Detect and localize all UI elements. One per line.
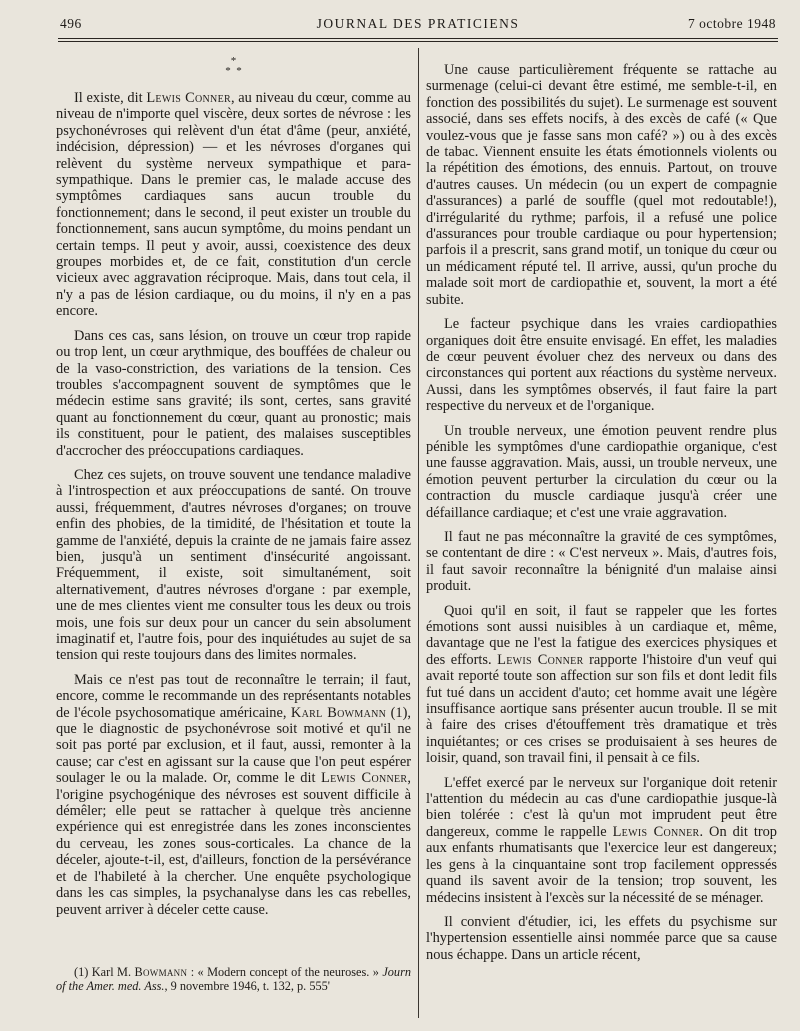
author-name: Lewis Conner <box>612 823 700 840</box>
paragraph: Dans ces cas, sans lésion, on trouve un cœur trop rapide ou trop lent, un cœur arythmique, des bouffées de chaleur ou de la vaso-constriction, des variations de la tension. Ces troubles s'accompagnent souvent de symptômes que le médecin estime sans gravité; ils sont, certes, sans gravité quant au fonctionnement du cœur, quant au pronostic; mais ils constituent, pour le patient, des malaises susceptibles d'accrocher des préoccupations cardiaques. <box>56 327 411 459</box>
right-column <box>426 62 777 1002</box>
text-run: rapporte l'histoire d'un veuf qui avait reporté toute son affection sur son fils et dont ledit fils fut tué dans un accident d'auto; cet homme avait une légère insuffisance aortique sans présenter aucun trouble. Il se mit à faire des crises d'étouffement très dramatique et très inquiétantes; or ces crises se produisaient à ses heures de loisir, quand, son travail fini, il pensait à ce fils. <box>426 651 777 767</box>
author-name: Karl Bowmann <box>290 704 387 721</box>
text-run: (1), que le diagnostic de psychonévrose soit motivé et qu'il ne soit pas porté par exclusion, et il faut, aussi, remonter à la cause; car c'est en agissant sur la cause que l'on peut espérer soulager le ou la malade. Or, comme le dit <box>56 704 411 787</box>
paragraph <box>56 90 411 320</box>
paragraph: Chez ces sujets, on trouve souvent une tendance maladive à l'introspection et aux préoccupations de santé. On trouve aussi, fréquemment, d'autres névroses d'organes; on trouve enfin des phobies, de la timidité, de l'hésitation et toute la gamme de l'anxiété, depuis la crainte de ne jamais faire assez bien, jusqu'à un sentiment d'insécurité angoissant. Fréquemment, il existe, soit simultanément, soit alternativement, d'autres névroses d'organe : par exemple, une de mes clientes vient me consulter tous les deux ou trois mois, une fois sur deux pour un cancer du sein absolument imaginatif et, l'autre fois, pour des inquiétudes au sujet de sa tension qui reste toujours dans des limites normales. <box>56 466 411 664</box>
author-name: Lewis Conner <box>497 651 584 668</box>
left-column <box>56 56 411 996</box>
text-run: (1) Karl M. <box>74 965 135 979</box>
text-run: , 9 novembre 1946, t. 132, p. 555' <box>164 979 330 994</box>
page-number: 496 <box>60 16 82 31</box>
footnote <box>56 965 411 993</box>
paragraph: Une cause particulièrement fréquente se rattache au surmenage (celui-ci devant être estimé, me semble-t-il, en fonction des possibilités du sujet). Le surmenage est souvent associé, dans ses effets nocifs, à des excès de café (« Que voulez-vous que je fasse sans mon café? ») ou à des excès de tabac. Viennent ensuite les états émotionnels violents ou la répétition des émotions, des ennuis. Partout, on trouve d'autres causes. Un médecin (ou un expert de compagnie d'assurances) a parlé de souffle (quel mot redoutable!), d'irrégularité du rythme; parfois, il a refusé une police d'assurances pour trouble cardiaque ou pour hypertension; parfois il a prescrit, sans grand motif, un tonique du cœur ou un médicament réputé tel. Il arrive, aussi, qu'un proche du malade soit mort de cardiopathie et, souvent, la mort a été subite. <box>426 62 777 308</box>
text-run: Quoi qu'il en soit, il faut se rappeler que les fortes émotions sont aussi nuisibles à un cardiaque et, même, davantage que ne l'est la fatigue des exercices physiques et des efforts. <box>426 602 777 668</box>
asterism-bottom-stars <box>56 66 411 76</box>
text-run: . On dit trop aux enfants rhumatisants que l'exercice leur est dangereux; les gens à la cinquantaine sont trop facilement oppressés quand ils savent avoir de la tension; trop souvent, les médecins insistent à l'excès sur la nécessité de se ménager. <box>426 823 777 906</box>
paragraph <box>426 603 777 767</box>
footnote-text <box>56 965 411 993</box>
author-name: Bowmann <box>134 965 188 979</box>
text-run: : « Modern concept of the neuroses. » <box>187 965 383 979</box>
paragraph: Le facteur psychique dans les vraies cardiopathies organiques doit être ensuite envisagé. En effet, les maladies de cœur peuvent évoluer chez des nerveux ou dans des circonstances qui portent aux réactions du système nerveux. Aussi, dans les symptômes observés, il faut faire la part respective du nerveux et de l'organique. <box>426 316 777 415</box>
header-rule <box>58 38 778 39</box>
asterism <box>56 56 411 76</box>
text-run: Il existe, dit <box>74 90 147 106</box>
running-header <box>60 12 776 36</box>
text-run: , au niveau du cœur, comme au niveau de n'importe quel viscère, deux sortes de névrose : les psychonévroses qui relèvent d'un état d'âme (peur, anxiété, indécision, dépression) — et les névroses d'organes qui relèvent du système nerveux sympathique et para-sympathique. Dans le premier cas, le malade accuse des symptômes cardiaques sans aucun trouble du fonctionnement; dans le second, il peut exister un trouble du fonctionnement, sans aucun symptôme, du moins pendant un certain temps. Il peut y avoir, aussi, coexistence des deux groupes morbides et, de ce fait, constitution d'un cercle vicieux avec aggravation réciproque. Mais, dans tout cela, il n'y a pas de lésion cardiaque, ou du moins, il n'y en a pas encore. <box>56 90 411 320</box>
paragraph: Il faut ne pas méconnaître la gravité de ces symptômes, se contentant de dire : « C'est nerveux ». Mais, d'autres fois, il faut savoir reconnaître la bénignité d'un malaise ainsi produit. <box>426 528 777 595</box>
journal-citation: Journ of the Amer. med. Ass. <box>56 965 412 994</box>
issue-date: 7 octobre 1948 <box>688 16 776 31</box>
paragraph <box>426 775 777 906</box>
author-name: Lewis Conner <box>146 90 231 106</box>
text-run: L'effet exercé par le nerveux sur l'organique doit retenir l'attention du médecin au cas d'une cardiopathie jusque-là bien tolérée : c'est là qu'un mot imprudent peut être dangereux, comme le rappelle <box>426 774 777 840</box>
asterism-top-star: * <box>230 56 237 67</box>
paragraph: Un trouble nerveux, une émotion peuvent rendre plus pénible les symptômes d'une cardiopathie organique, c'est une fausse aggravation. Mais, aussi, un trouble nerveux, une émotion peuvent perturber la circulation du cœur ou la contraction du muscle cardiaque jusqu'à créer une défaillance cardiaque; et c'est une vraie aggravation. <box>426 422 777 521</box>
text-run: , l'origine psychogénique des névroses est souvent difficile à démêler; elle peut se rattacher à quelque très ancienne expérience qui est enregistrée dans les zones inconscientes du cerveau, les zones sous-corticales. La chance de la déceler, ajoute-t-il, est, d'ailleurs, fonction de la persévérance et de l'habileté à la chercher. Une enquête psychologique dans les cas simples, la psychanalyse dans les cas rebelles, peuvent arriver à déceler cette cause. <box>56 770 411 918</box>
text-run: Mais ce n'est pas tout de reconnaître le terrain; il faut, encore, comme le recommande un des représentants notables de l'école psychosomatique américaine, <box>56 671 411 721</box>
journal-title: JOURNAL DES PRATICIENS <box>316 16 520 31</box>
asterism-star-right: * <box>236 65 242 77</box>
column-divider <box>418 48 419 1018</box>
paragraph: Il convient d'étudier, ici, les effets du psychisme sur l'hypertension essentielle ainsi nommée parce que sa cause nous échappe. Dans un article récent, <box>426 913 777 963</box>
author-name: Lewis Conner <box>321 770 408 787</box>
header-rule-double <box>58 41 778 42</box>
asterism-star-left: * <box>225 65 231 77</box>
paragraph <box>56 672 411 918</box>
